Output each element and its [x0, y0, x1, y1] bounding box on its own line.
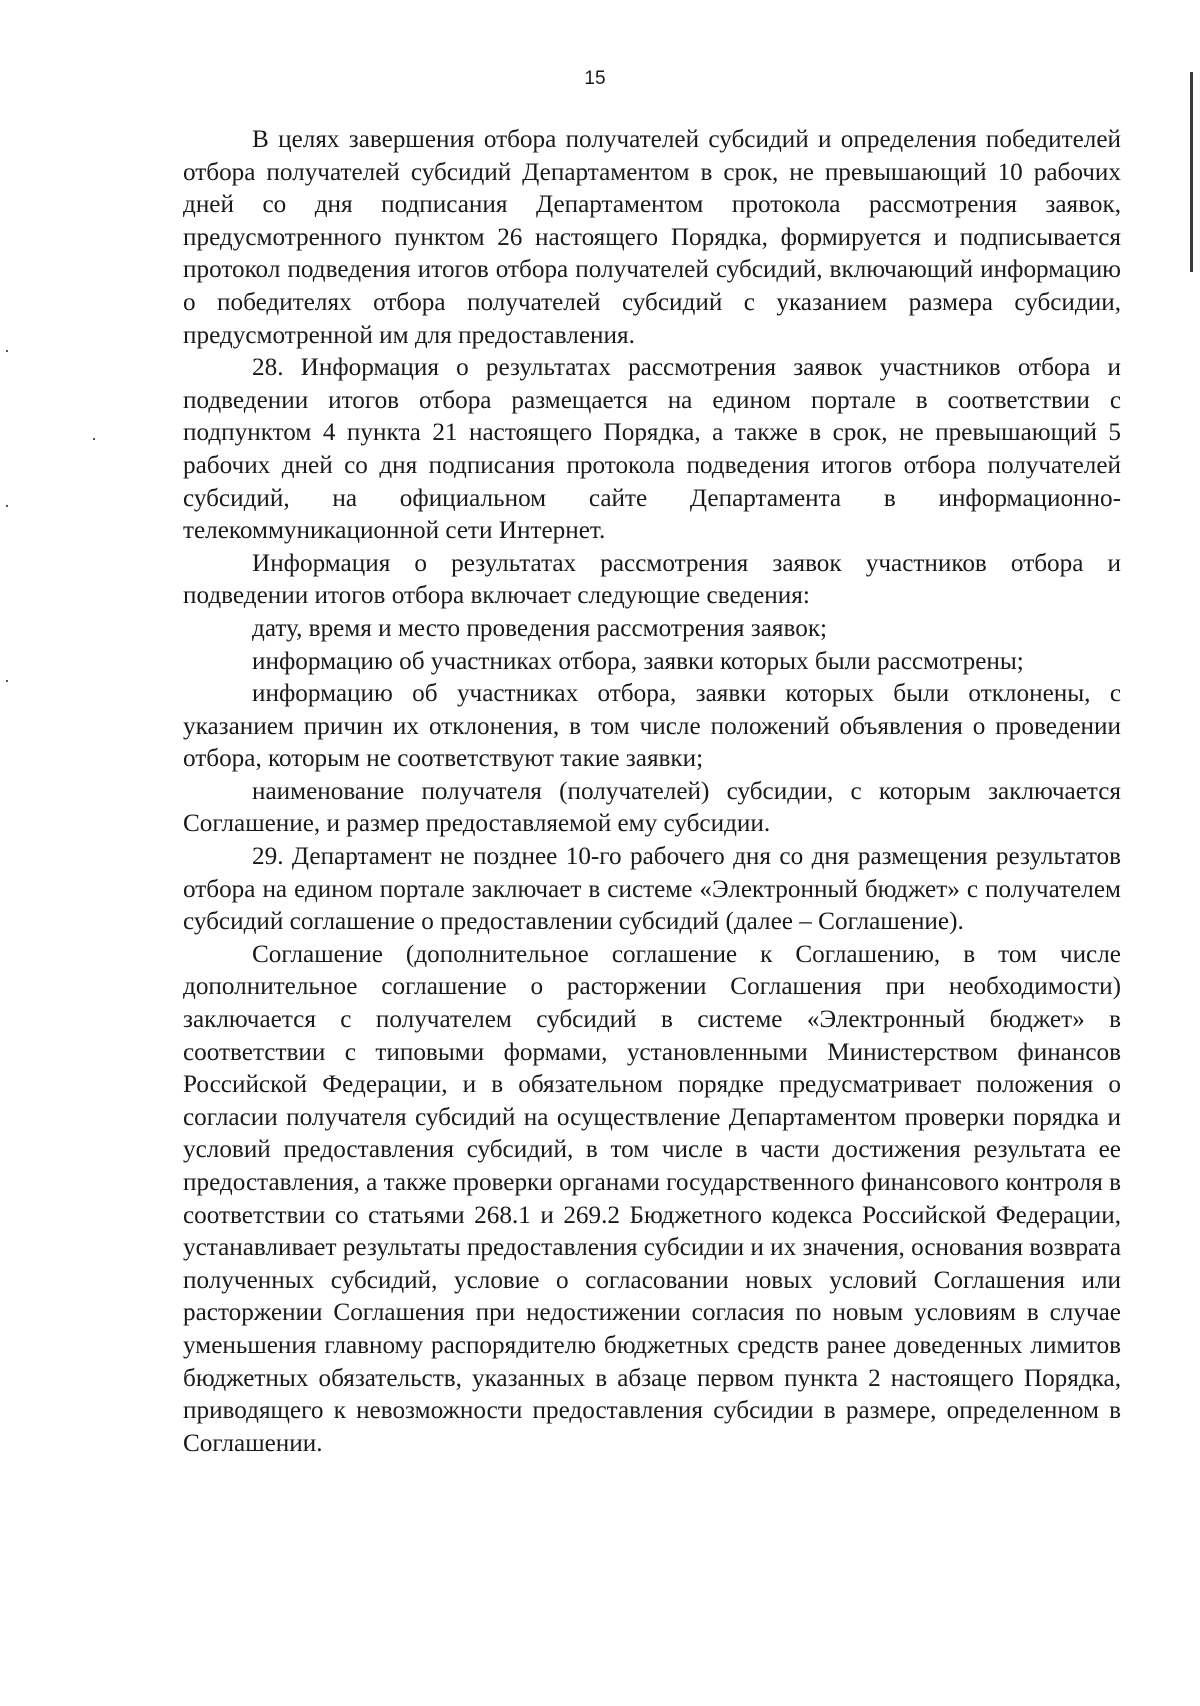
paragraph: В целях завершения отбора получателей субсидий и определения победителей отбора получателей субсидий Департаментом в срок, не превышающий 10 рабочих дней со дня подписания Департаментом протокола рассмотрения заявок, предусмотренного пунктом 26 настоящего Порядка, формируется и подписывается протокол подведения итогов отбора получателей субсидий, включающий информацию о победителях отбора получателей субсидий с указанием размера субсидии, предусмотренной им для предоставления.	[183, 126, 1121, 349]
page-number: 15	[584, 68, 606, 89]
scan-speck	[6, 680, 8, 682]
document-body	[183, 124, 1121, 1460]
paragraph: Соглашение (дополнительное соглашение к Соглашению, в том числе дополнительное соглашение о расторжении Соглашения при необходимости) заключается с получателем субсидий в системе «Электронный бюджет» в соответствии с типовыми формами, установленными Министерством финансов Российской Федерации, и в обязательном порядке предусматривает положения о согласии получателя субсидий на осуществление Департаментом проверки порядка и условий предоставления субсидий, в том числе в части достижения результата ее предоставления, а также проверки органами государственного финансового контроля в соответствии со статьями 268.1 и 269.2 Бюджетного кодекса Российской Федерации, устанавливает результаты предоставления субсидии и их значения, основания возврата полученных субсидий, условие о согласовании новых условий Соглашения или расторжении Соглашения при недостижении согласия по новым условиям в случае уменьшения главному распорядителю бюджетных средств ранее доведенных лимитов бюджетных обязательств, указанных в абзаце первом пункта 2 настоящего Порядка, приводящего к невозможности предоставления субсидии в размере, определенном в Соглашении.	[183, 940, 1121, 1457]
list-item: наименование получателя (получателей) субсидии, с которым заключается Соглашение, и размер предоставляемой ему субсидии.	[183, 777, 1121, 838]
scan-speck	[6, 350, 8, 352]
scan-speck	[6, 505, 8, 507]
scan-edge-line	[1190, 72, 1193, 272]
list-item: информацию об участниках отбора, заявки которых были отклонены, с указанием причин их отклонения, в том числе положений объявления о проведении отбора, которым не соответствуют такие заявки;	[183, 680, 1121, 773]
list-item: информацию об участниках отбора, заявки которых были рассмотрены;	[252, 647, 1024, 675]
paragraph: 29. Департамент не позднее 10-го рабочего дня со дня размещения результатов отбора на едином портале заключает в системе «Электронный бюджет» с получателем субсидий соглашение о предоставлении субсидий (далее – Соглашение).	[183, 843, 1121, 936]
paragraph: Информация о результатах рассмотрения заявок участников отбора и подведении итогов отбора включает следующие сведения:	[183, 549, 1121, 610]
paragraph: 28. Информация о результатах рассмотрения заявок участников отбора и подведении итогов отбора размещается на едином портале в соответствии с подпунктом 4 пункта 21 настоящего Порядка, а также в срок, не превышающий 5 рабочих дней со дня подписания протокола подведения итогов отбора получателей субсидий, на официальном сайте Департамента в информационно-телекоммуникационной сети Интернет.	[183, 354, 1121, 545]
list-item: дату, время и место проведения рассмотрения заявок;	[252, 614, 828, 642]
scan-speck	[93, 438, 95, 440]
